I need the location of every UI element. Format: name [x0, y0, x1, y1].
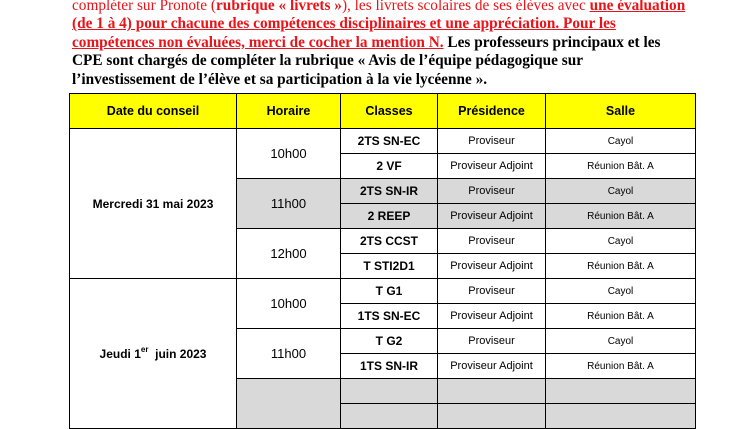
- intro-line-1: [72, 0, 685, 14]
- date-cell: [70, 279, 237, 429]
- intro-line-1-text: compléter sur Pronote (: [72, 0, 217, 14]
- time-cell: 10h00: [237, 279, 341, 329]
- date-superscript: er: [140, 344, 149, 354]
- class-cell: 2TS SN-EC: [341, 129, 438, 154]
- room-cell: Réunion Bât. A: [546, 354, 696, 379]
- time-cell: 10h00: [237, 129, 341, 179]
- presidence-cell: Proviseur Adjoint: [438, 254, 546, 279]
- presidence-cell: [438, 404, 546, 429]
- intro-line-3: compétences non évaluées, merci de cocher la mention N.: [72, 33, 444, 51]
- intro-line-2: (de 1 à 4) pour chacune des compétences disciplinaires et une appréciation. Pour les: [72, 15, 616, 33]
- room-cell: Réunion Bât. A: [546, 204, 696, 229]
- class-cell: 2TS SN-IR: [341, 179, 438, 204]
- room-cell: Réunion Bât. A: [546, 154, 696, 179]
- table-row: [70, 279, 696, 304]
- room-cell: Cayol: [546, 229, 696, 254]
- presidence-cell: Proviseur Adjoint: [438, 204, 546, 229]
- room-cell: Cayol: [546, 279, 696, 304]
- presidence-cell: [438, 379, 546, 404]
- date-text-tail: juin 2023: [148, 346, 207, 361]
- class-cell: T G1: [341, 279, 438, 304]
- class-cell: 1TS SN-IR: [341, 354, 438, 379]
- presidence-cell: Proviseur: [438, 279, 546, 304]
- room-cell: [546, 404, 696, 429]
- intro-line-1-bold: rubrique « livrets »: [216, 0, 342, 14]
- class-cell: T STI2D1: [341, 254, 438, 279]
- header-salle: Salle: [546, 94, 696, 129]
- presidence-cell: Proviseur Adjoint: [438, 304, 546, 329]
- class-cell: 2 REEP: [341, 204, 438, 229]
- class-cell: 1TS SN-EC: [341, 304, 438, 329]
- presidence-cell: Proviseur Adjoint: [438, 154, 546, 179]
- presidence-cell: Proviseur: [438, 229, 546, 254]
- presidence-cell: Proviseur: [438, 129, 546, 154]
- intro-line-1-text-2: ), les livrets scolaires de ses élèves avec: [341, 0, 590, 14]
- intro-line-3-tail: Les professeurs principaux et les: [443, 33, 661, 51]
- date-text: Mercredi 31 mai 2023: [92, 196, 214, 211]
- header-presidence: Présidence: [438, 94, 546, 129]
- presidence-cell: Proviseur: [438, 179, 546, 204]
- room-cell: Cayol: [546, 329, 696, 354]
- header-classes: Classes: [341, 94, 438, 129]
- presidence-cell: Proviseur Adjoint: [438, 354, 546, 379]
- class-cell: [341, 379, 438, 404]
- presidence-cell: Proviseur: [438, 329, 546, 354]
- header-date: Date du conseil: [70, 94, 237, 129]
- class-cell: T G2: [341, 329, 438, 354]
- room-cell: Réunion Bât. A: [546, 304, 696, 329]
- room-cell: [546, 379, 696, 404]
- intro-line-5: l’investissement de l’élève et sa participation à la vie lycéenne ».: [72, 70, 488, 88]
- header-horaire: Horaire: [237, 94, 341, 129]
- class-cell: 2 VF: [341, 154, 438, 179]
- room-cell: Cayol: [546, 179, 696, 204]
- table-row: [70, 129, 696, 154]
- class-cell: 2TS CCST: [341, 229, 438, 254]
- time-cell: 11h00: [237, 329, 341, 379]
- time-cell: [237, 379, 341, 429]
- date-text: Jeudi 1: [99, 346, 141, 361]
- table-header-row: [70, 94, 696, 129]
- intro-line-4: CPE sont chargés de compléter la rubrique « Avis de l’équipe pédagogique sur: [72, 52, 584, 70]
- time-cell: 11h00: [237, 179, 341, 229]
- room-cell: Réunion Bât. A: [546, 254, 696, 279]
- council-schedule-table: [69, 93, 696, 429]
- intro-paragraph: [72, 0, 686, 89]
- room-cell: Cayol: [546, 129, 696, 154]
- date-cell: [70, 129, 237, 279]
- class-cell: [341, 404, 438, 429]
- time-cell: 12h00: [237, 229, 341, 279]
- intro-line-1-underlined: une évaluation: [589, 0, 686, 14]
